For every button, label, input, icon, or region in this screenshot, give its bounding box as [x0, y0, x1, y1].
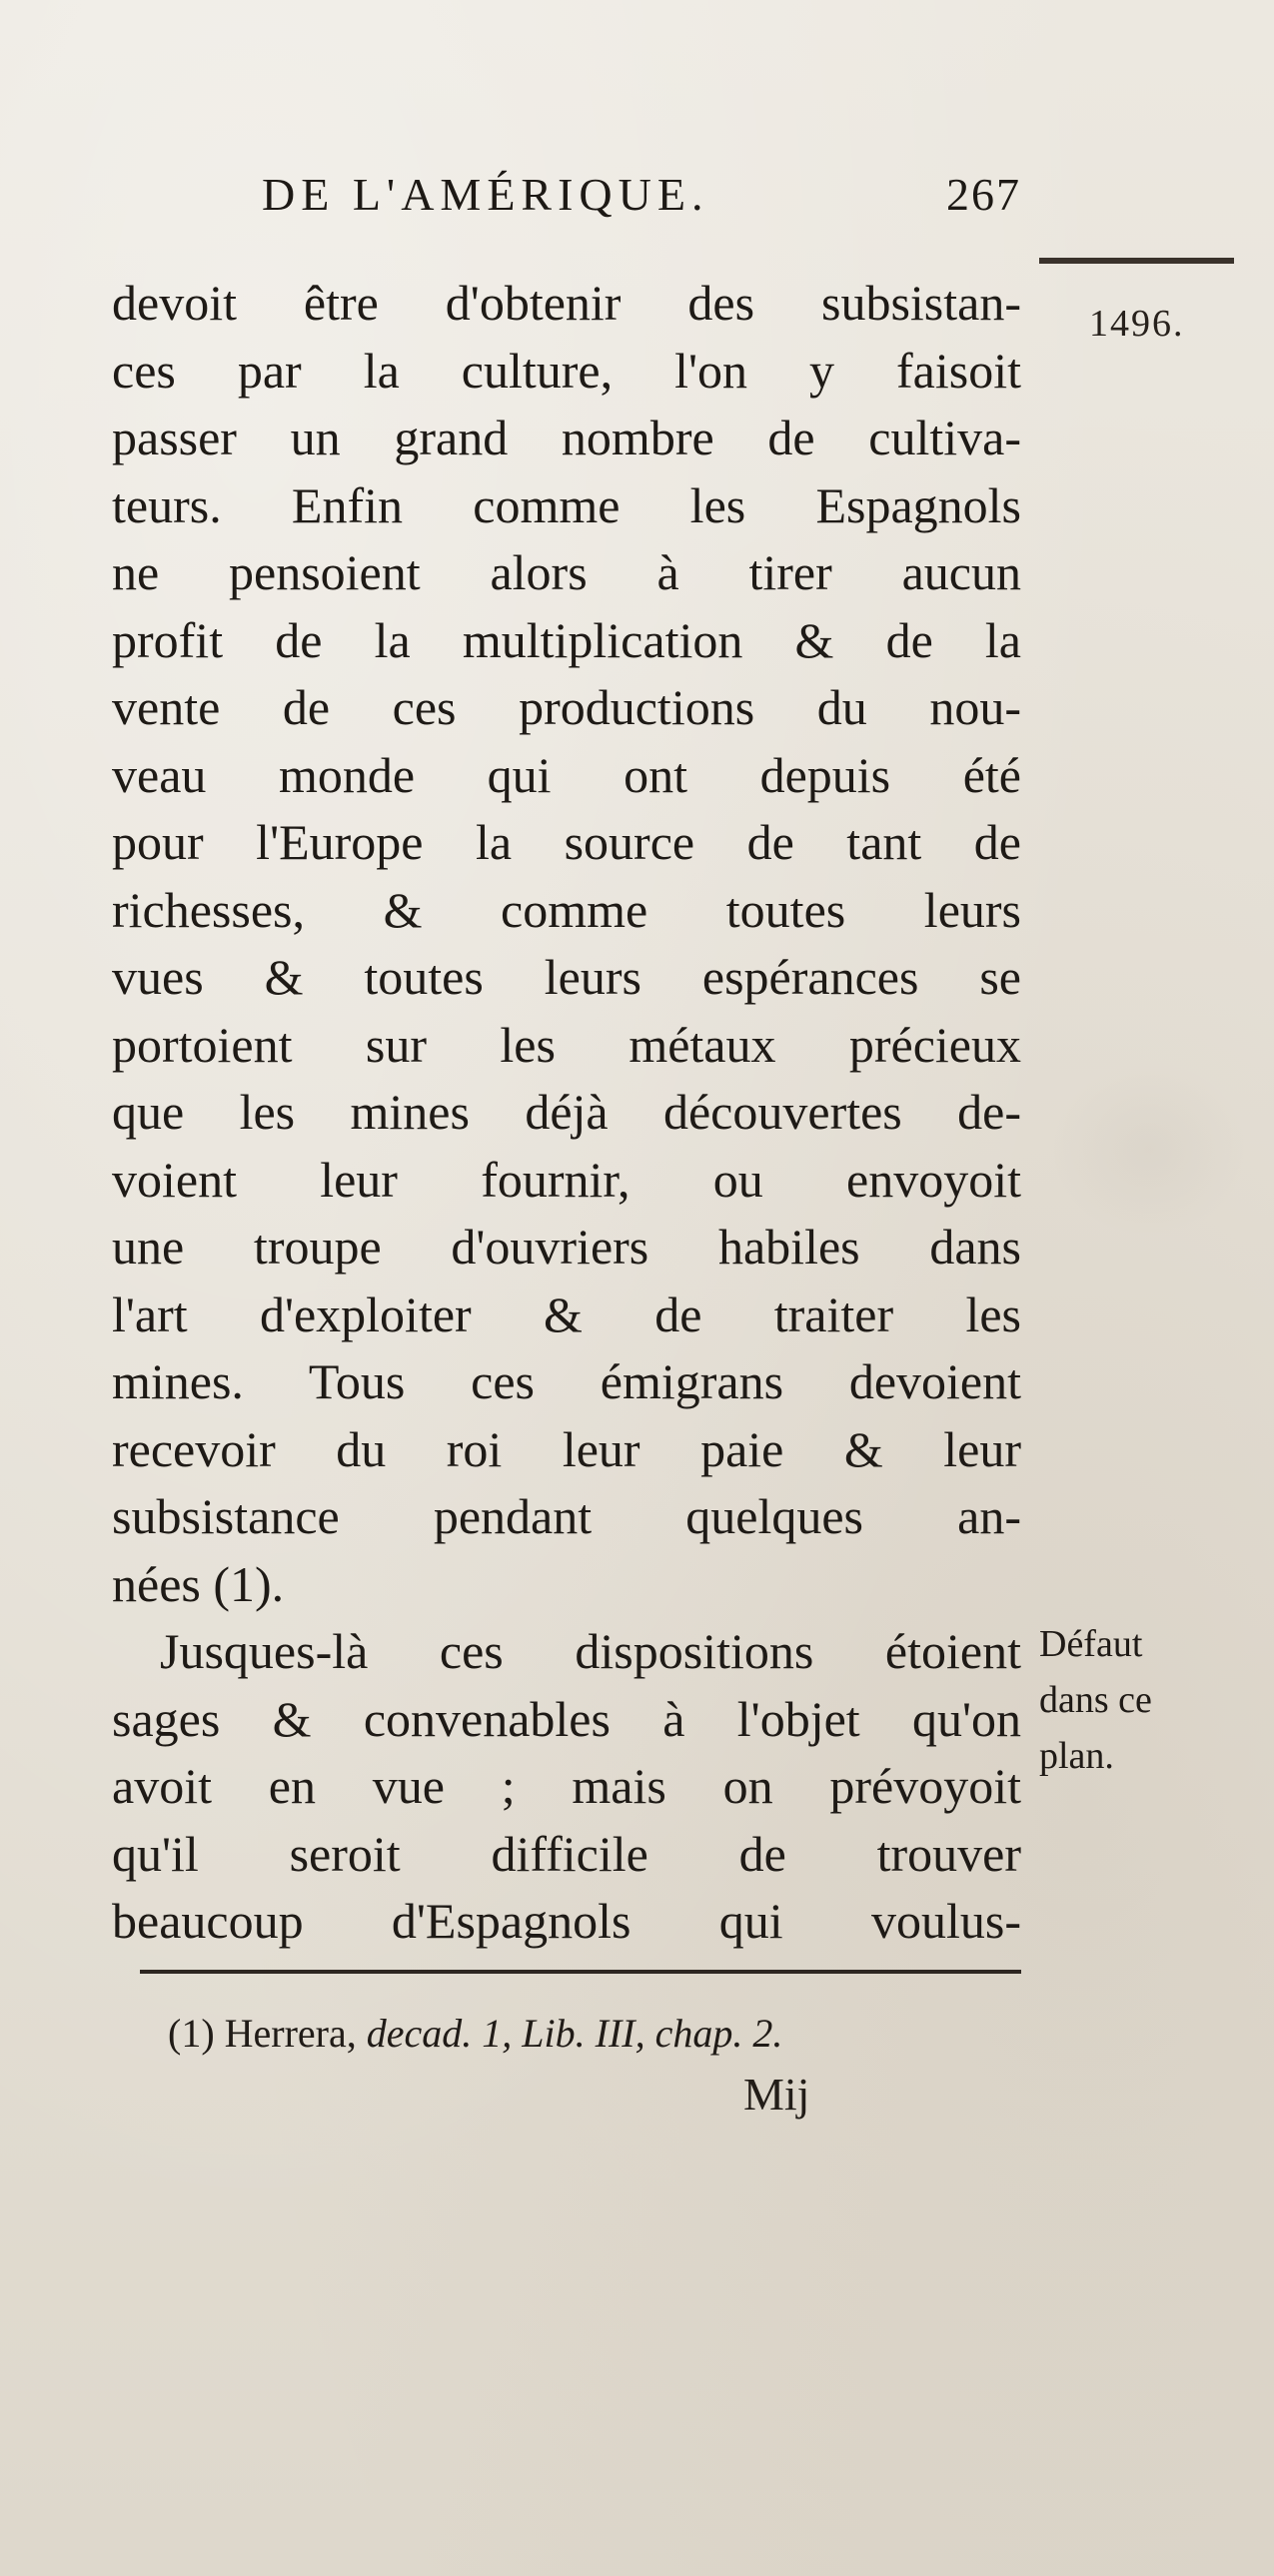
footnote [168, 2010, 782, 2057]
paper-stain [1049, 1059, 1249, 1239]
text-line: devoit être d'obtenir des subsistan- [112, 275, 1021, 331]
text-line: une troupe d'ouvriers habiles dans [112, 1219, 1021, 1275]
text-line: pour l'Europe la source de tant de [112, 814, 1021, 870]
signature-mark: Mij [743, 2069, 810, 2120]
text-line: teurs. Enfin comme les Espagnols [112, 476, 1021, 533]
text-line: voient leur fournir, ou envoyoit [112, 1151, 1021, 1208]
text-line: qu'il seroit difficile de trouver [112, 1825, 1021, 1882]
text-line: veau monde qui ont depuis été [112, 746, 1021, 803]
text-line: vente de ces productions du nou- [112, 679, 1021, 735]
footnote-decad: decad. 1, [366, 2011, 513, 2056]
footnote-marker: (1) [168, 2011, 215, 2056]
running-head [262, 168, 1021, 228]
text-line: passer un grand nombre de cultiva- [112, 410, 1021, 465]
text-line: subsistance pendant quelques an- [112, 1488, 1021, 1544]
text-line: sages & convenables à l'objet qu'on [112, 1690, 1021, 1747]
text-line: ne pensoient alors à tirer aucun [112, 544, 1021, 600]
footnote-author: Herrera, [224, 2011, 357, 2056]
text-line: nées (1). [112, 1555, 285, 1612]
text-line: profit de la multiplication & de la [112, 611, 1021, 668]
text-line: portoient sur les métaux précieux [112, 1016, 1021, 1073]
margin-note [1039, 1616, 1269, 1784]
text-line: recevoir du roi leur paie & leur [112, 1420, 1021, 1477]
text-line: Jusques-là ces dispositions étoient [160, 1623, 1021, 1679]
footnote-chap: chap. 2. [654, 2011, 783, 2056]
margin-note-line: plan. [1039, 1735, 1114, 1777]
text-line: vues & toutes leurs espérances se [112, 949, 1021, 1005]
margin-note-line: dans ce [1039, 1679, 1152, 1721]
page-number: 267 [946, 169, 1021, 220]
text-line: l'art d'exploiter & de traiter les [112, 1286, 1021, 1342]
footnote-rule [140, 1970, 1021, 1974]
text-line: avoit en vue ; mais on prévoyoit [112, 1758, 1021, 1814]
text-line: richesses, & comme toutes leurs [112, 881, 1021, 938]
text-line: beaucoup d'Espagnols qui voulus- [112, 1893, 1021, 1949]
text-line: mines. Tous ces émigrans devoient [112, 1353, 1021, 1409]
margin-rule [1039, 258, 1234, 264]
margin-note-line: Défaut [1039, 1623, 1143, 1665]
footnote-lib: Lib. III, [522, 2011, 645, 2056]
text-line: ces par la culture, l'on y faisoit [112, 342, 1021, 399]
body-text [112, 270, 1021, 1956]
running-head-title: DE L'AMÉRIQUE. [262, 169, 709, 220]
margin-year: 1496. [1089, 303, 1185, 345]
text-line: que les mines déjà découvertes de- [112, 1084, 1021, 1140]
